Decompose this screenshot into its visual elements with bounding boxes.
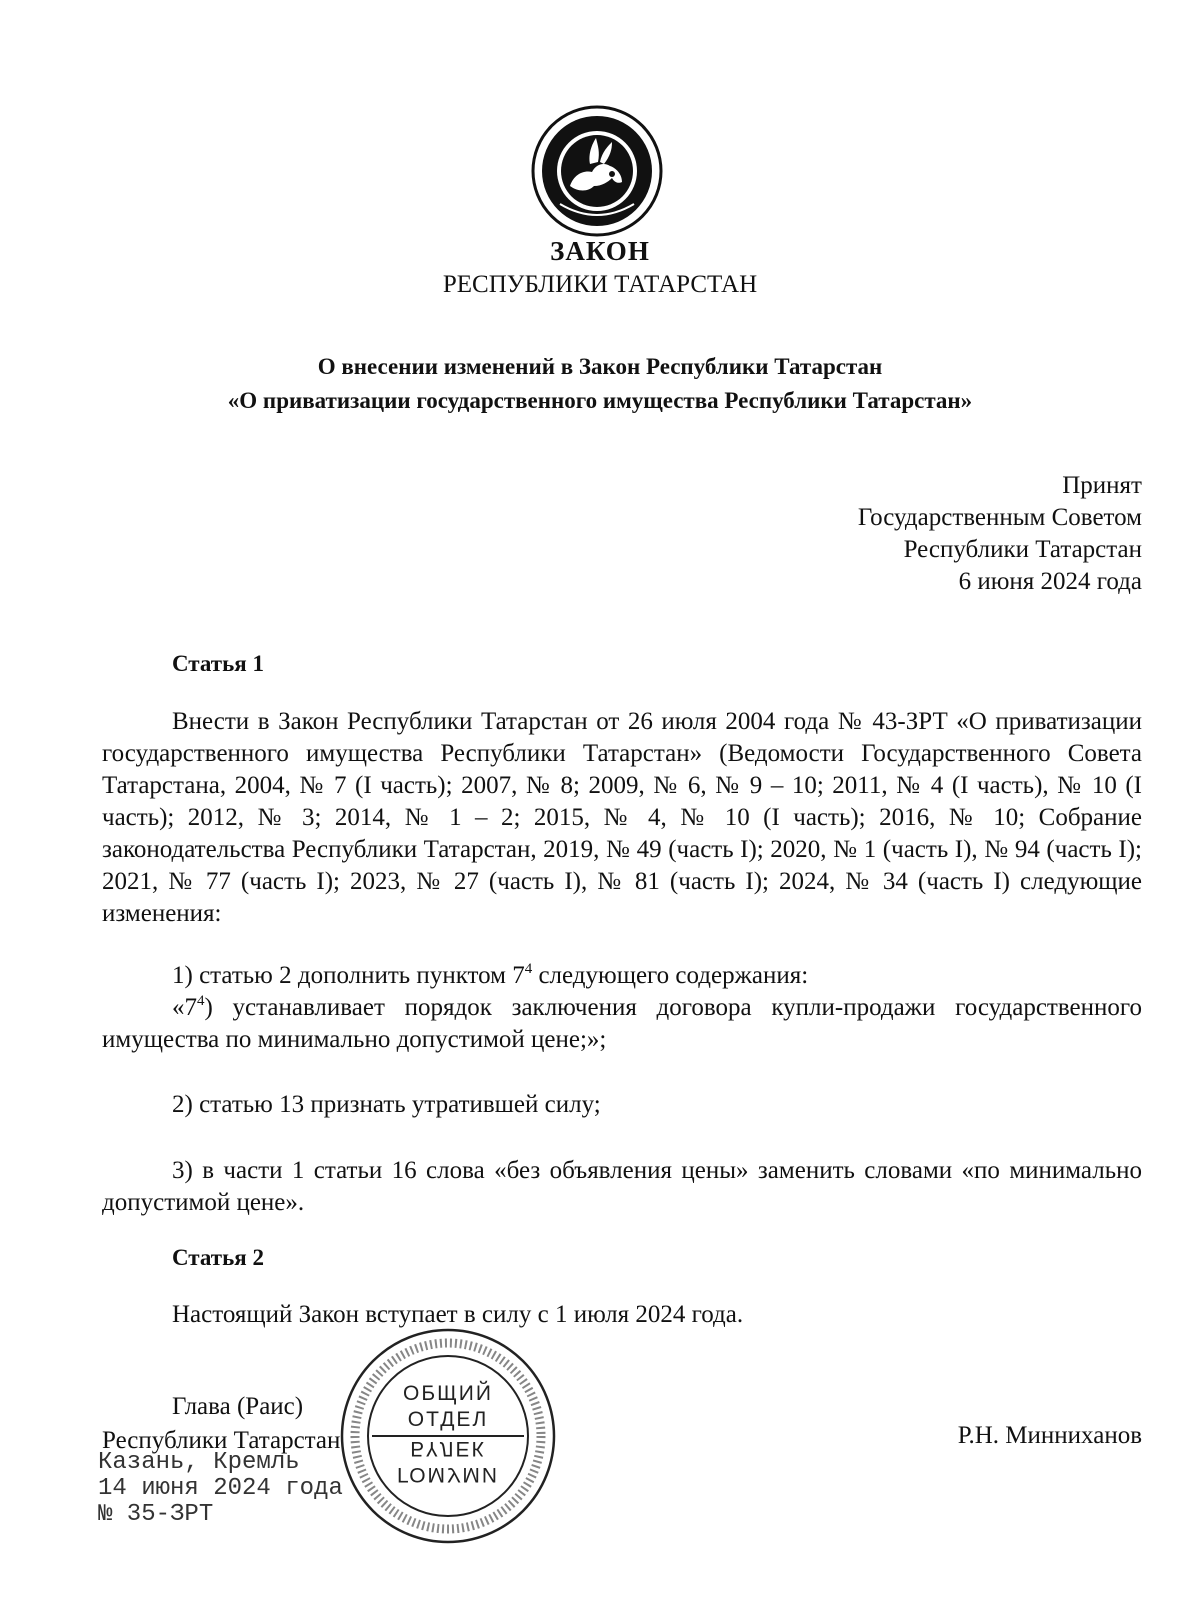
- adoption-date: 6 июня 2024 года: [958, 568, 1142, 595]
- stamp-text-mirrored: БҮЛЕК: [410, 1437, 486, 1460]
- quote-superscript: 4: [197, 993, 205, 1009]
- law-title: ЗАКОН: [550, 236, 650, 266]
- quote-text: ) устанавливает порядок заключения договора купли-продажи государственного имущества по минимально допустимой цене;»;: [102, 994, 1142, 1053]
- adoption-line: Республики Татарстан: [903, 536, 1142, 563]
- stamp-text-mirrored: ГОМУМИ: [397, 1463, 499, 1486]
- article-1-intro: Внести в Закон Республики Татарстан от 26 июля 2004 года № 43-ЗРТ «О приватизации государственного имущества Республики Татарстан» (Ведомости Государственного Совета Татарстана, 2004, № 7 (I часть); 2007, № 8; 2009, № 6, № 9 – 10; 2011, № 4 (I часть), № 10 (I часть); 2012, № 3; 2014, № 1 – 2; 2015, № 4, № 10 (I часть); 2016, № 10; Собрание законодательства Республики Татарстан, 2019, № 49 (часть I); 2020, № 1 (часть I), № 94 (часть I); 2021, № 77 (часть I); 2023, № 27 (часть I), № 81 (часть I); 2024, № 34 (часть I) следующие изменения:: [102, 708, 1142, 927]
- issue-place: Казань, Кремль: [98, 1449, 300, 1476]
- position-line: Глава (Раис): [172, 1393, 304, 1420]
- signatory-name: Р.Н. Минниханов: [957, 1422, 1142, 1449]
- article-1-heading: Статья 1: [172, 651, 264, 676]
- item-1-superscript: 4: [524, 961, 533, 977]
- item-1-text: 1) статью 2 дополнить пунктом 7: [172, 962, 525, 989]
- quote-prefix: «7: [172, 994, 197, 1021]
- article-1-item-2: 2) статью 13 признать утратившей силу;: [172, 1091, 601, 1118]
- law-number: № 35-ЗРТ: [98, 1501, 214, 1528]
- position-line: Республики Татарстан: [102, 1427, 341, 1454]
- adoption-line: Государственным Советом: [857, 504, 1142, 531]
- signatory-position: [102, 1390, 340, 1458]
- stamp-text: ОБЩИЙ: [403, 1382, 493, 1405]
- issue-details: [98, 1450, 343, 1528]
- law-subtitle: РЕСПУБЛИКИ ТАТАРСТАН: [442, 271, 758, 298]
- article-2-text: Настоящий Закон вступает в силу с 1 июля 2024 года.: [172, 1301, 744, 1328]
- adoption-line: Принят: [1062, 472, 1142, 499]
- item-1-text-suffix: следующего содержания:: [532, 962, 809, 989]
- tatarstan-emblem-icon: [530, 104, 664, 238]
- issue-date: 14 июня 2024 года: [98, 1475, 343, 1502]
- article-1-item-1-quote: [102, 992, 1142, 1056]
- article-2-heading: Статья 2: [172, 1245, 264, 1270]
- document-title-line: О внесении изменений в Закон Республики Татарстан: [317, 354, 883, 379]
- document-title-line: «О приватизации государственного имущества Республики Татарстан»: [227, 388, 973, 413]
- document-title: [0, 350, 1200, 418]
- stamp-text: ОТДЕЛ: [407, 1408, 489, 1431]
- adoption-block: [858, 470, 1142, 598]
- article-1-item-3: 3) в части 1 статьи 16 слова «без объявления цены» заменить словами «по минимально допустимой цене».: [102, 1157, 1142, 1216]
- article-1-item-1: [102, 960, 1142, 992]
